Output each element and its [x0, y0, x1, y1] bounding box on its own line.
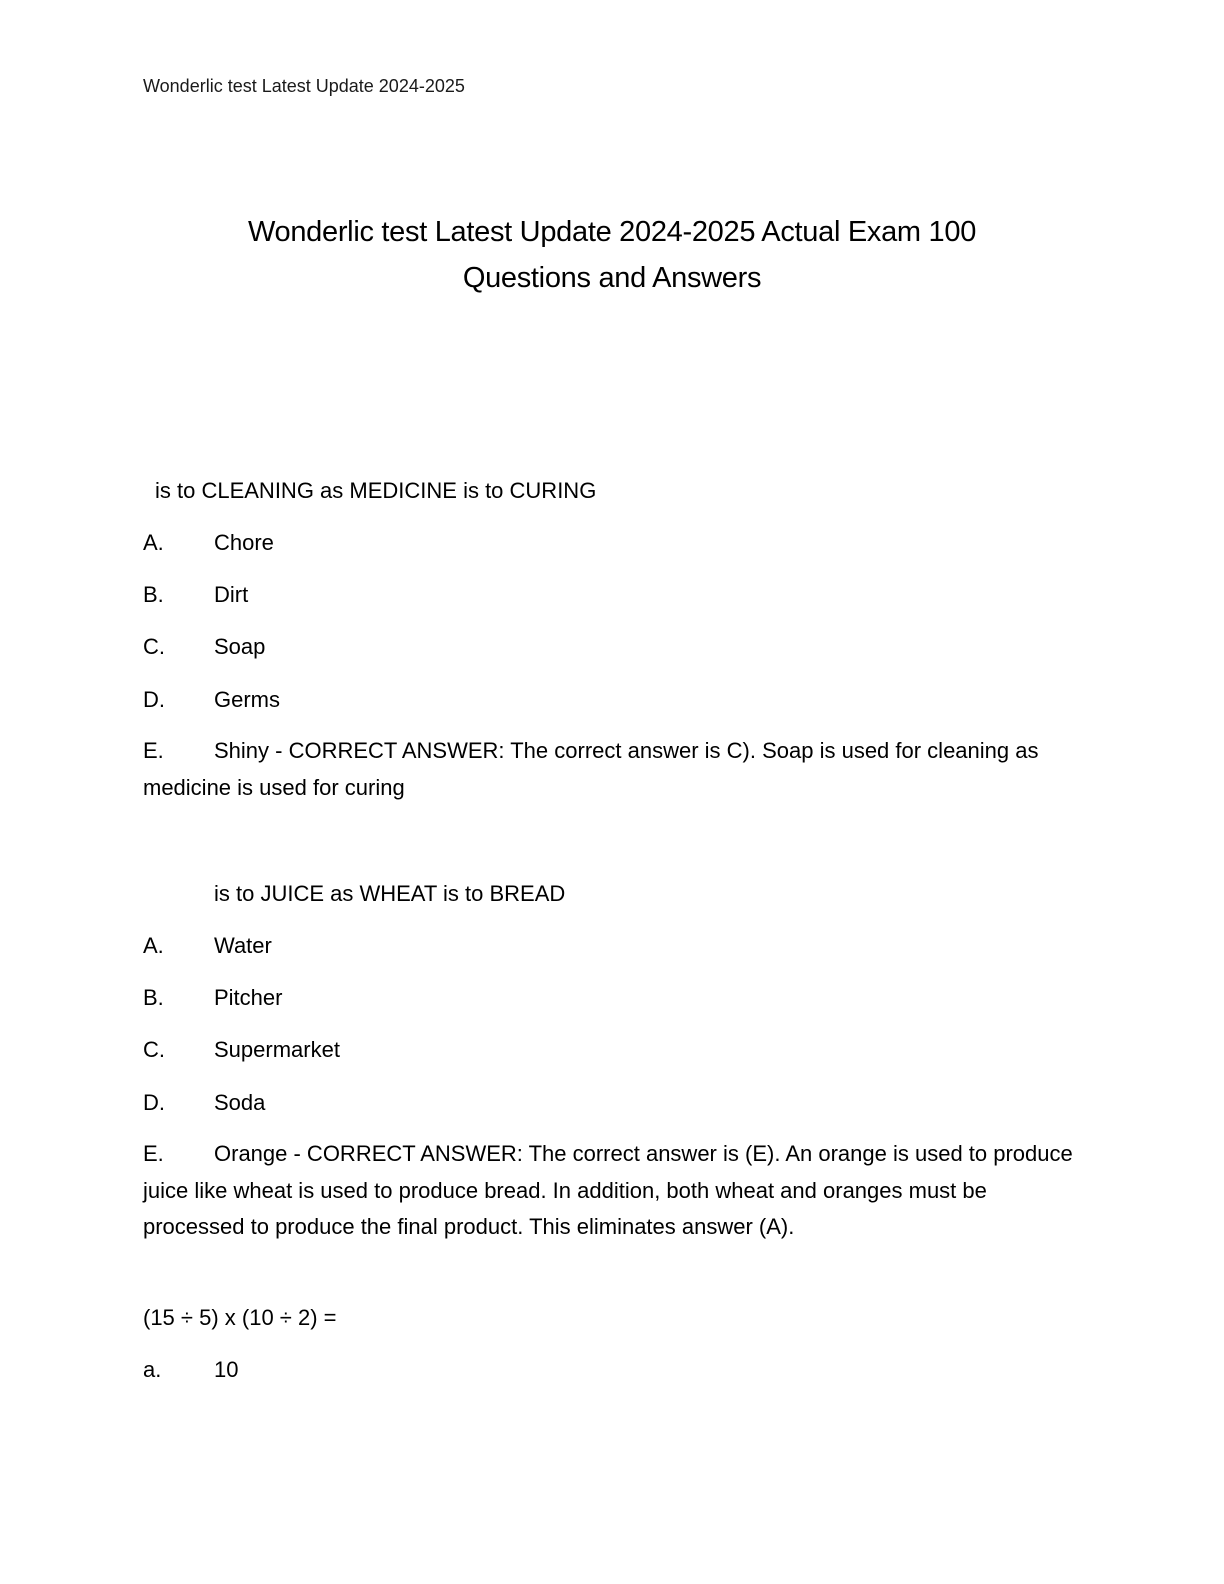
option-letter: A. [143, 933, 164, 958]
title-line-1: Wonderlic test Latest Update 2024-2025 Actual Exam 100 [247, 216, 977, 248]
document-title [140, 209, 1084, 301]
option-letter: C. [143, 1037, 165, 1062]
option-letter: A. [143, 530, 164, 555]
option-letter: B. [143, 582, 164, 607]
option-letter: D. [143, 687, 165, 712]
question-1-answer [143, 733, 1083, 806]
option-text: Dirt [214, 582, 249, 607]
option-text: 10 [214, 1357, 239, 1382]
option-text: Supermarket [214, 1037, 340, 1062]
question-2-stem: is to JUICE as WHEAT is to BREAD [214, 881, 566, 906]
option-letter: D. [143, 1090, 165, 1115]
answer-text: Shiny - CORRECT ANSWER: The correct answer is C). Soap is used for cleaning as medicine is used for curing [143, 738, 1039, 800]
option-text: Chore [214, 530, 274, 555]
option-letter: E. [143, 738, 164, 763]
question-1-stem: is to CLEANING as MEDICINE is to CURING [155, 478, 597, 503]
title-line-2: Questions and Answers [462, 262, 762, 294]
question-2-option-a [143, 931, 272, 961]
question-1-option-c [143, 632, 265, 662]
option-text: Water [214, 933, 272, 958]
question-2-option-d [143, 1088, 265, 1118]
option-text: Soap [214, 634, 266, 659]
answer-text: Orange - CORRECT ANSWER: The correct answer is (E). An orange is used to produce juice like wheat is used to produce bread. In addition, both wheat and oranges must be processed to produce the final product. This eliminates answer (A). [143, 1141, 1073, 1239]
question-1-option-b [143, 580, 248, 610]
option-text: Germs [214, 687, 280, 712]
option-letter: a. [143, 1357, 162, 1382]
question-3-option-a [143, 1355, 238, 1385]
option-letter: C. [143, 634, 165, 659]
question-2-option-c [143, 1035, 340, 1065]
option-letter: B. [143, 985, 164, 1010]
option-text: Soda [214, 1090, 266, 1115]
question-2-answer [143, 1136, 1083, 1246]
question-2-option-b [143, 983, 282, 1013]
option-text: Pitcher [214, 985, 283, 1010]
running-header: Wonderlic test Latest Update 2024-2025 [143, 76, 465, 96]
option-letter: E. [143, 1141, 164, 1166]
question-3-stem: (15 ÷ 5) x (10 ÷ 2) = [143, 1305, 337, 1330]
question-1-option-d [143, 685, 280, 715]
question-1-option-a [143, 528, 274, 558]
